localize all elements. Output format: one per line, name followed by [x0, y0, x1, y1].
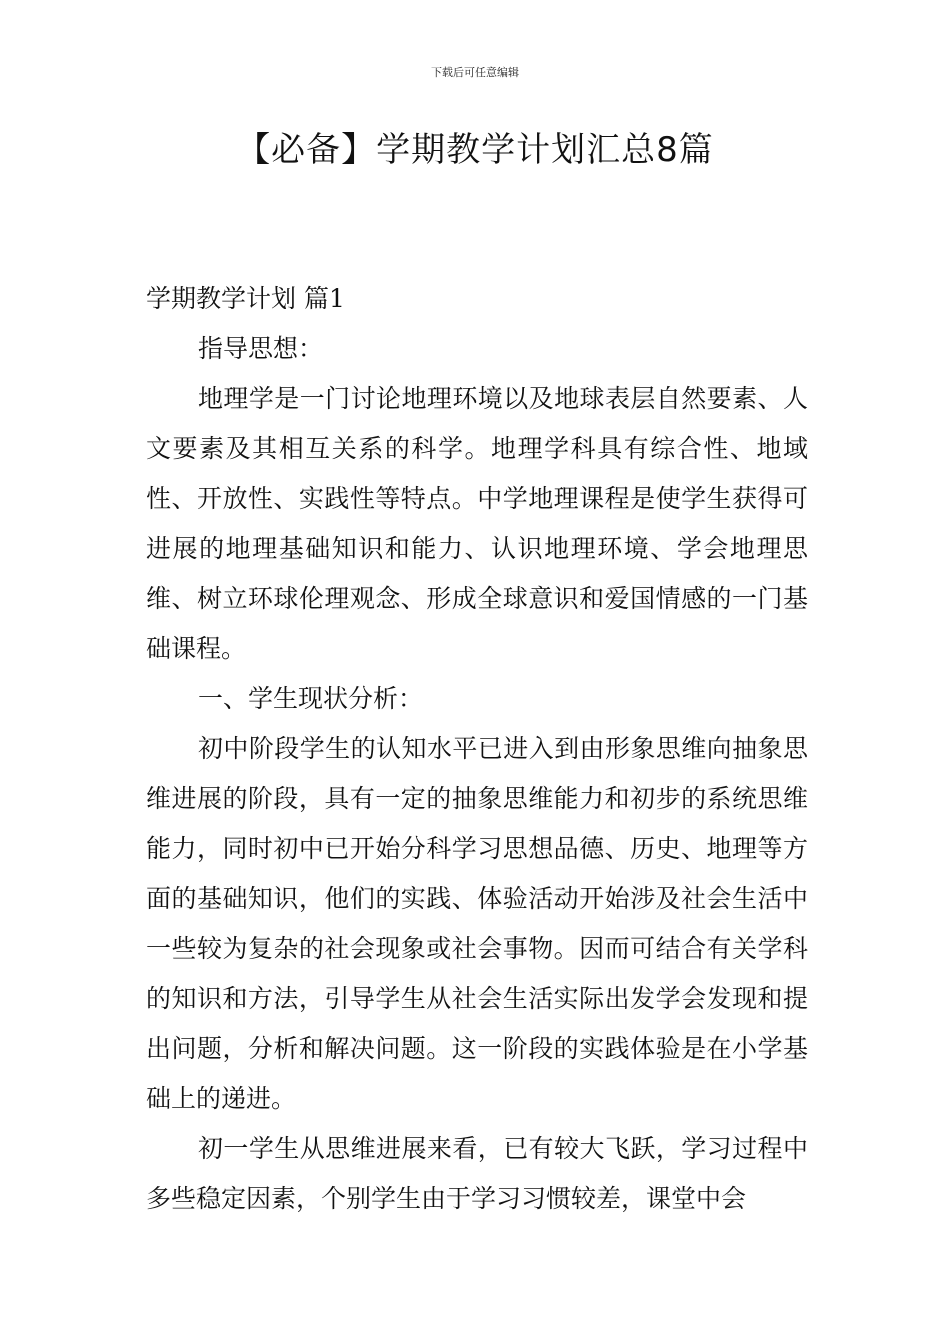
paragraph-cognitive-level: 初中阶段学生的认知水平已进入到由形象思维向抽象思维进展的阶段，具有一定的抽象思维能力和初步的系统思维能力，同时初中已开始分科学习思想品德、历史、地理等方面的基础知识，他们的实践、体验活动开始涉及社会生活中一些较为复杂的社会现象或社会事物。因而可结合有关学科的知识和方法，引导学生从社会生活实际出发学会发现和提出问题，分析和解决问题。这一阶段的实践体验是在小学基础上的递进。: [146, 734, 808, 1113]
paragraph-guiding-idea-label: 指导思想：: [198, 334, 324, 363]
document-body: [146, 274, 808, 1224]
paragraph-grade-one-students: 初一学生从思维进展来看，已有较大飞跃，学习过程中多些稳定因素，个别学生由于学习习惯较差，课堂中会: [146, 1134, 808, 1213]
section-heading: 学期教学计划 篇1: [146, 284, 345, 313]
document-title: 【必备】学期教学计划汇总8篇: [236, 130, 714, 170]
paragraph-student-analysis-heading: 一、学生现状分析：: [198, 684, 424, 713]
header-note: 下载后可任意编辑: [431, 66, 519, 79]
paragraph-geography-intro: 地理学是一门讨论地理环境以及地球表层自然要素、人文要素及其相互关系的科学。地理学科具有综合性、地域性、开放性、实践性等特点。中学地理课程是使学生获得可进展的地理基础知识和能力、认识地理环境、学会地理思维、树立环球伦理观念、形成全球意识和爱国情感的一门基础课程。: [146, 384, 808, 663]
